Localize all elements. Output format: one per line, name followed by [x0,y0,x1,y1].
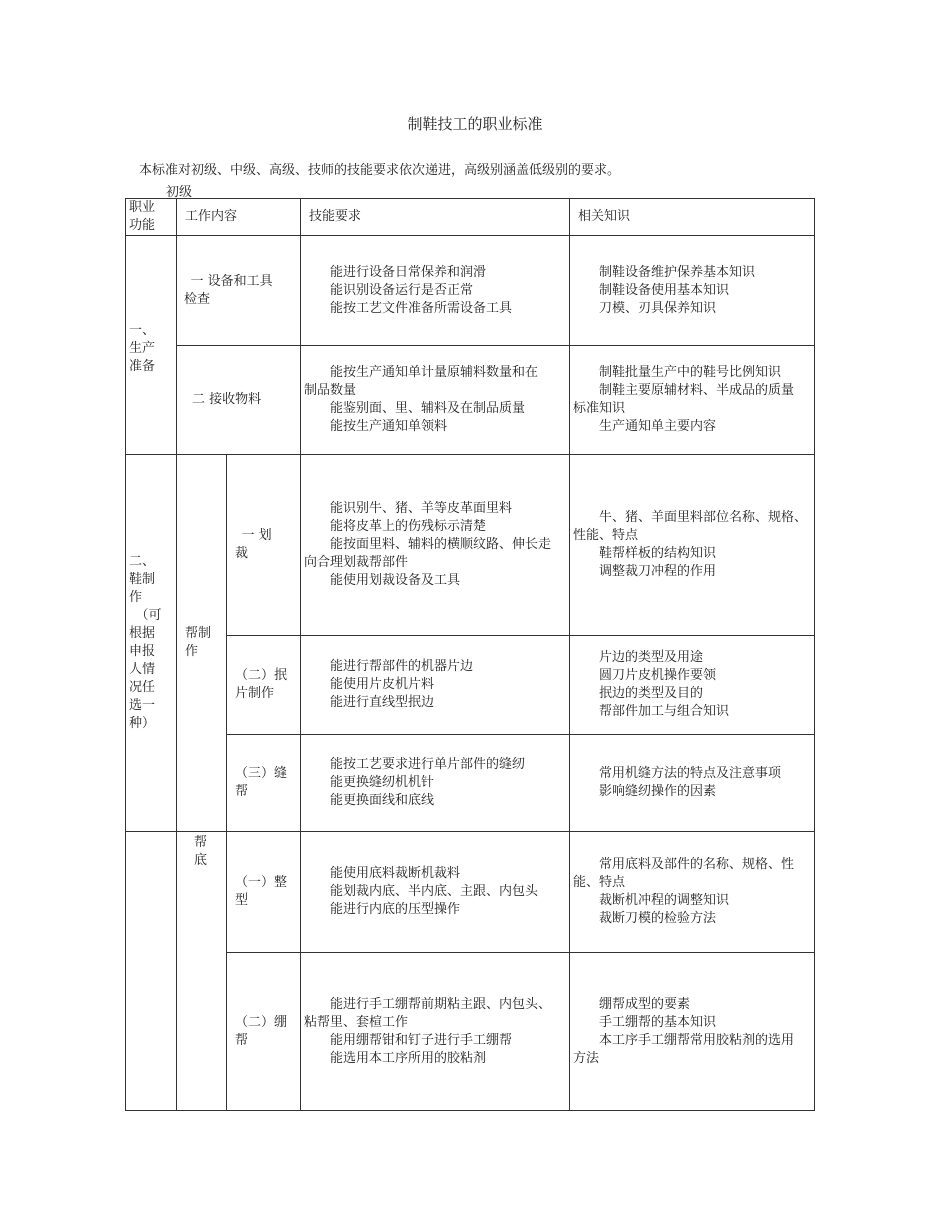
knowledge-item: 圆刀片皮机操作要领 [599,668,717,683]
skill-item: 能将皮革上的伤残标示清楚 [330,519,487,534]
skills-cell [301,346,570,455]
knowledge-item: 制鞋主要原辅材料、半成品的质量 [599,383,795,398]
knowledge-item: 绷帮成型的要素 [599,996,691,1012]
knowledge-item: 制鞋批量生产中的鞋号比例知识 [599,365,782,380]
function-cell-production-prep [126,236,177,455]
subcontent-line: （一）整 [235,875,288,890]
subcontent-line: 裁 [235,546,249,561]
level-label: 初级 [166,185,193,200]
knowledge-cell [570,636,815,735]
skill-item: 能进行直线型抿边 [330,695,435,710]
content-line: 一 设备和工具 [190,273,273,289]
header-function-line1: 职业 [129,200,156,215]
standards-table [125,198,815,1111]
skills-cell [301,236,570,346]
skill-item: 能鉴别面、里、辅料及在制品质量 [330,401,526,416]
skills-cell [301,953,570,1111]
subcontent-line: （三）缝 [235,766,288,781]
skill-item: 能使用底料裁断机裁料 [330,866,461,881]
function-cell-shoe-making [126,455,177,832]
group-line: 帮 [194,835,208,850]
knowledge-item: 制鞋设备使用基本知识 [599,282,730,298]
knowledge-cell [570,455,815,636]
group-cell-upper-sole [177,832,227,1111]
skill-item: 能按生产通知单领料 [330,419,448,434]
knowledge-item: 影响缝纫操作的因素 [599,784,717,799]
table-row [126,346,815,455]
subcontent-line: 片制作 [235,686,275,701]
skill-item: 能按生产通知单计量原辅料数量和在 [330,365,539,380]
table-row [126,636,815,735]
knowledge-item-cont: 标准知识 [573,401,626,416]
function-line: 鞋制 [129,572,156,587]
header-row [126,199,815,236]
skill-item: 能按面里料、辅料的横顺纹路、伸长走 [330,537,552,552]
skill-item: 能进行内底的压型操作 [330,902,461,917]
knowledge-item: 帮部件加工与组合知识 [599,704,730,719]
table-row [126,236,815,346]
table-row [126,832,815,953]
function-line: 选一 [129,698,156,713]
group-line: 底 [194,853,208,868]
knowledge-item-cont: 性能、特点 [573,528,639,543]
skill-item: 能使用划裁设备及工具 [330,573,461,588]
header-skills-text: 技能要求 [309,209,362,224]
intro-paragraph: 本标准对初级、中级、高级、技师的技能要求依次递进，高级别涵盖低级别的要求。 [139,163,621,178]
subcontent-cell-lasting [227,953,301,1111]
header-knowledge-text: 相关知识 [578,209,631,224]
function-line: 作 [129,590,143,605]
subcontent-cell-stitching [227,735,301,832]
knowledge-cell [570,236,815,346]
skills-cell [301,735,570,832]
skills-cell [301,832,570,953]
knowledge-cell [570,832,815,953]
function-line: （可 [135,608,162,623]
skill-item-cont: 制品数量 [304,383,357,398]
skill-item: 能识别牛、猪、羊等皮革面里料 [330,501,513,516]
knowledge-item: 调整裁刀冲程的作用 [599,564,717,579]
header-function [126,199,177,236]
subcontent-line: （二）抿 [235,668,288,683]
knowledge-item: 片边的类型及用途 [599,650,704,665]
group-line: 作 [185,644,199,659]
document-title: 制鞋技工的职业标准 [407,115,543,133]
function-line: 况任 [129,680,156,695]
skill-item: 能选用本工序所用的胶粘剂 [330,1050,487,1066]
knowledge-item: 常用机缝方法的特点及注意事项 [599,766,782,781]
skill-item: 能更换缝纫机机针 [330,775,435,790]
content-cell-receive-materials [177,346,301,455]
knowledge-item: 刀模、刃具保养知识 [599,300,717,316]
skill-item: 能使用片皮机片料 [330,677,435,692]
header-function-line2: 功能 [129,218,156,233]
skill-item-cont: 向合理划裁帮部件 [304,555,409,570]
header-skills [301,199,570,236]
knowledge-item-cont: 能、特点 [573,875,626,890]
content-line: 二 接收物料 [192,392,262,407]
function-cell-empty [126,832,177,1111]
table-row [126,455,815,636]
group-line: 帮制 [185,626,212,641]
skill-item: 能按工艺要求进行单片部件的缝纫 [330,757,526,772]
knowledge-item: 抿边的类型及目的 [599,686,704,701]
function-line: 根据 [129,626,156,641]
subcontent-line: 一 划 [241,528,272,543]
table-row [126,953,815,1111]
skill-item: 能识别设备运行是否正常 [330,282,474,298]
group-cell-upper-making [177,455,227,832]
skill-item: 能更换面线和底线 [330,793,435,808]
knowledge-item: 牛、猪、羊面里料部位名称、规格、 [599,510,808,525]
table-row [126,735,815,832]
knowledge-item-cont: 方法 [573,1050,600,1066]
skills-cell [301,636,570,735]
header-content [177,199,301,236]
subcontent-cell-cutting [227,455,301,636]
knowledge-item: 本工序手工绷帮常用胶粘剂的选用 [599,1032,795,1048]
knowledge-item: 裁断刀模的检验方法 [599,911,717,926]
header-knowledge [570,199,815,236]
knowledge-item: 裁断机冲程的调整知识 [599,893,730,908]
function-line: 种） [129,716,156,731]
header-content-text: 工作内容 [185,209,238,224]
skill-item: 能进行手工绷帮前期粘主跟、内包头、 [330,996,552,1012]
skill-item: 能进行设备日常保养和润滑 [330,264,487,280]
function-line: 准备 [129,359,156,374]
function-line: 申报 [129,644,156,659]
subcontent-line: （二）绷 [235,1014,288,1030]
skill-item-cont: 粘帮里、套楦工作 [304,1014,409,1030]
function-line: 人情 [129,662,156,677]
skills-cell [301,455,570,636]
subcontent-line: 帮 [235,1032,249,1048]
knowledge-cell [570,735,815,832]
function-line: 生产 [129,341,156,356]
knowledge-item: 手工绷帮的基本知识 [599,1014,717,1030]
skill-item: 能用绷帮钳和钉子进行手工绷帮 [330,1032,513,1048]
function-line: 一、 [129,323,156,338]
subcontent-line: 型 [235,893,249,908]
skill-item: 能按工艺文件准备所需设备工具 [330,300,513,316]
knowledge-item: 制鞋设备维护保养基本知识 [599,264,756,280]
knowledge-cell [570,346,815,455]
subcontent-cell-skiving [227,636,301,735]
knowledge-item: 鞋帮样板的结构知识 [599,546,717,561]
function-line: 二、 [129,554,156,569]
knowledge-cell [570,953,815,1111]
knowledge-item: 生产通知单主要内容 [599,419,717,434]
content-line: 检查 [184,291,211,307]
subcontent-cell-shaping [227,832,301,953]
skill-item: 能划裁内底、半内底、主跟、内包头 [330,884,539,899]
content-cell-equipment-check [177,236,301,346]
skill-item: 能进行帮部件的机器片边 [330,659,474,674]
knowledge-item: 常用底料及部件的名称、规格、性 [599,857,795,872]
subcontent-line: 帮 [235,784,249,799]
